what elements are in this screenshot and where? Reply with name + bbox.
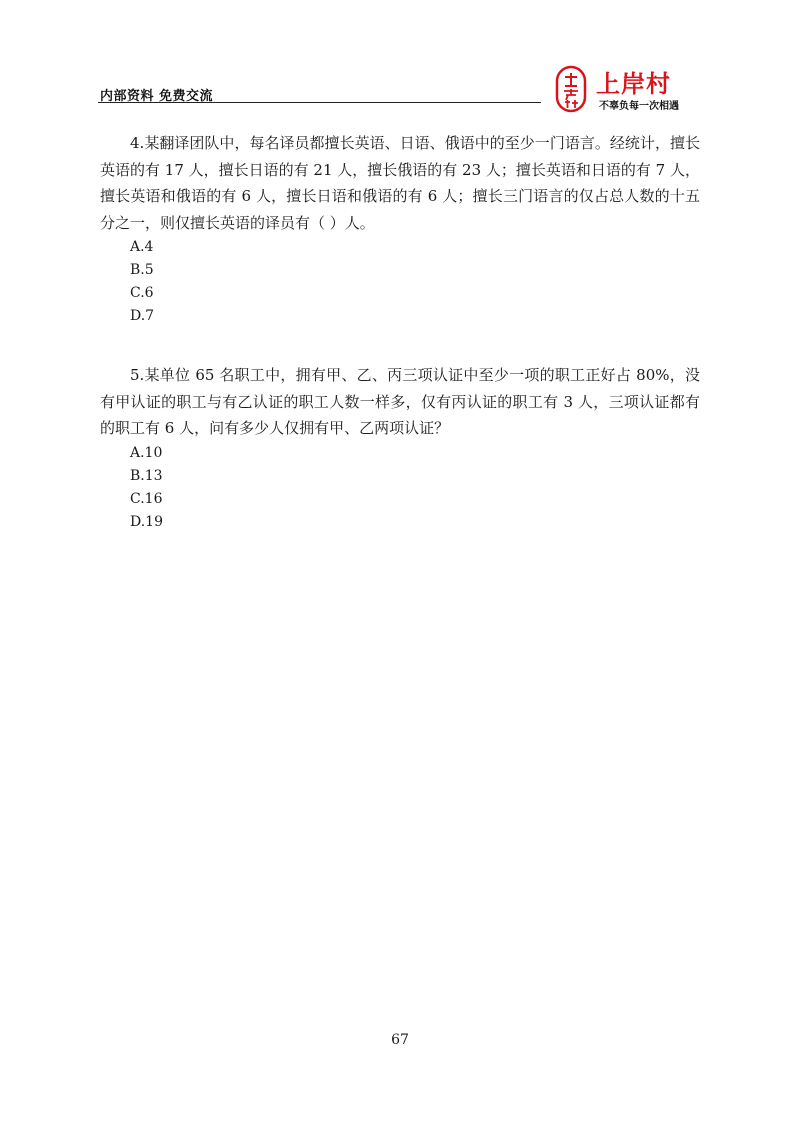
seal-icon (554, 64, 588, 114)
option-b: B.5 (130, 262, 154, 278)
page-number: 67 (391, 1032, 409, 1048)
question-text: 4.某翻译团队中，每名译员都擅长英语、日语、俄语中的至少一门语言。经统计，擅长英语的有 17 人，擅长日语的有 21 人，擅长俄语的有 23 人；擅长英语和日语的有 7 人，擅长英语和俄语的有 6 人，擅长日语和俄语的有 6 人；擅长三门语言的仅占总人数的十五分之一，则仅擅长英语的译员有（ ）人。 (100, 134, 700, 232)
option-c: C.6 (130, 285, 154, 301)
option-c: C.16 (130, 490, 163, 507)
option-b: B.13 (130, 467, 163, 484)
option-a: A.10 (130, 444, 163, 461)
header-divider (98, 102, 541, 103)
brand-slogan: 不辜负每一次相遇 (599, 101, 679, 112)
option-d: D.7 (130, 308, 155, 324)
brand-name: 上岸村 (596, 70, 671, 98)
header-label: 内部资料 免费交流 (100, 89, 214, 104)
brand-logo (554, 64, 704, 114)
option-d: D.19 (130, 513, 163, 530)
question-4 (100, 130, 700, 328)
question-text: 5.某单位 65 名职工中，拥有甲、乙、丙三项认证中至少一项的职工正好占 80%，没有甲认证的职工与有乙认证的职工人数一样多，仅有丙认证的职工有 3 人，三项认证都有的职工有 6 人，问有多少人仅拥有甲、乙两项认证？ (100, 366, 700, 437)
option-a: A.4 (130, 239, 154, 255)
question-5 (100, 362, 700, 534)
